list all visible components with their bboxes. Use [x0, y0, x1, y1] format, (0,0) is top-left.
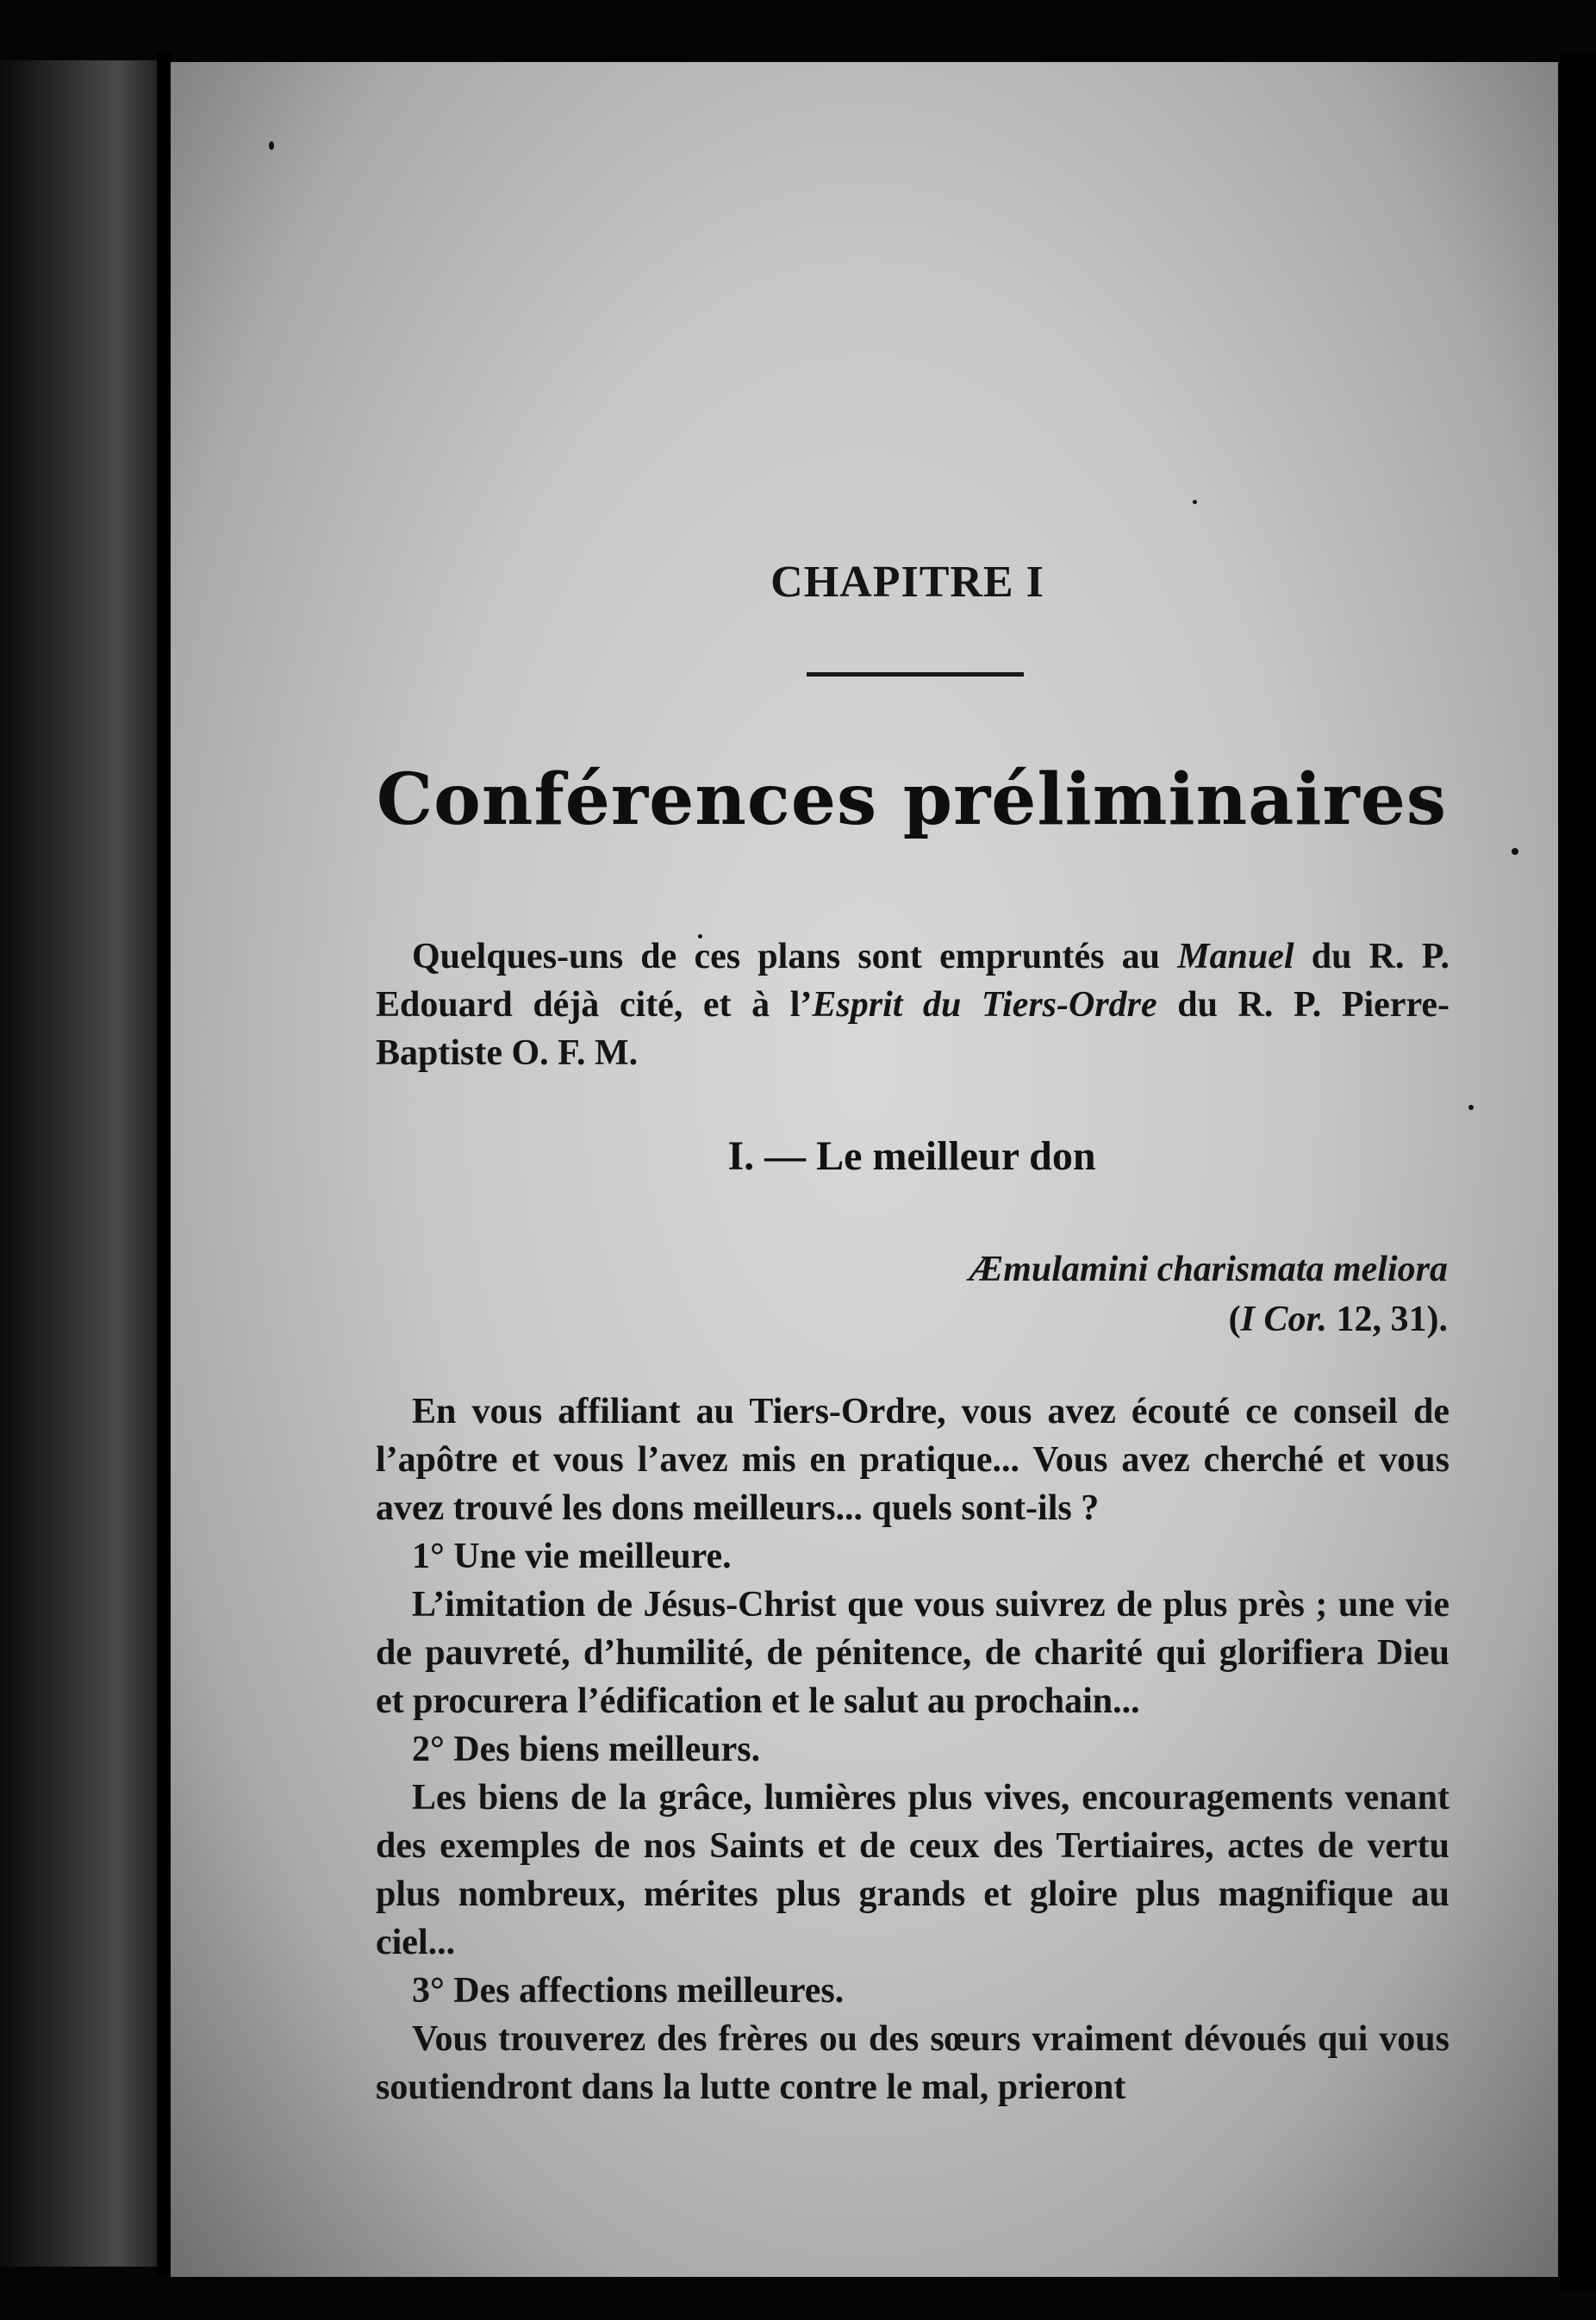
intro-esprit: Esprit du Tiers-Ordre: [812, 985, 1157, 1025]
paragraph: Les biens de la grâce, lumières plus vives, encouragements venant des exemples de nos Saints et de ceux des Tertiaires, actes de vertu plus nombreux, mérites plus grands et gloire plus magnifique au ciel...: [376, 1778, 1449, 1962]
epigraph-quote: Æmulamini charismata meliora: [969, 1250, 1448, 1289]
speck: [1512, 848, 1518, 855]
speck: [1468, 1105, 1474, 1110]
epigraph-reference: (I Cor. 12, 31).: [1228, 1300, 1448, 1339]
body-text: [376, 1388, 1449, 2111]
chapter-title: Conférences préliminaires: [376, 758, 1448, 841]
paragraph: En vous affiliant au Tiers-Ordre, vous avez écouté ce conseil de l’apôtre et vous l’avez mis en pratique... Vous avez cherché et vous avez trouvé les dons meilleurs... quels sont-ils ?: [376, 1392, 1449, 1528]
list-item-heading: 1° Une vie meilleure.: [412, 1537, 732, 1576]
book-page: [171, 62, 1558, 2277]
paragraph: Vous trouverez des frères ou des sœurs vraiment dévoués qui vous soutiendront dans la lutte contre le mal, prieront: [376, 2019, 1449, 2107]
intro-paragraph: [376, 932, 1449, 1077]
chapter-heading: CHAPITRE I: [770, 558, 1044, 607]
intro-text: du R. P. Pierre-Baptiste O. F. M.: [376, 985, 1449, 1073]
chapter-divider: [807, 672, 1024, 677]
left-page-edge: [0, 60, 168, 2267]
intro-text: Quelques-uns de ces plans sont empruntés au: [412, 937, 1178, 976]
epigraph: [886, 1244, 1448, 1344]
list-item-heading: 3° Des affections meilleures.: [412, 1971, 845, 2011]
intro-text: du R. P. Edouard déjà cité, et à l’: [376, 937, 1449, 1025]
intro-manuel: Manuel: [1177, 937, 1294, 976]
list-item-heading: 2° Des biens meilleurs.: [412, 1730, 761, 1769]
paragraph: L’imitation de Jésus-Christ que vous suivrez de plus près ; une vie de pauvreté, d’humilité, de pénitence, de charité qui glorifiera Dieu et procurera l’édification et le salut au prochain...: [376, 1585, 1449, 1721]
speck: [269, 141, 274, 150]
section-heading: I. — Le meilleur don: [727, 1133, 1096, 1179]
speck: [1193, 500, 1197, 504]
